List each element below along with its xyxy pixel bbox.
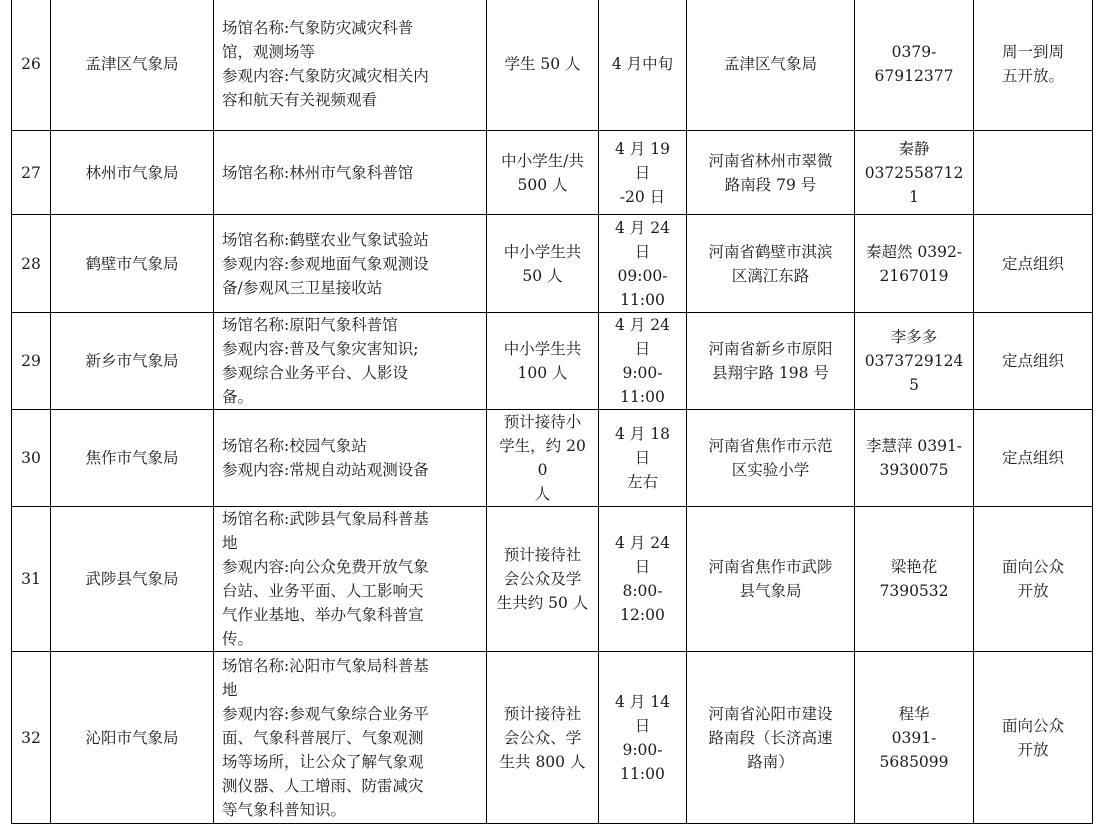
venue-content-line: 参观内容:参观地面气象观测设 [222,254,429,273]
note-line: 面向公众 [1001,716,1064,735]
unit-cell: 孟津区气象局 [51,0,214,131]
row-number-cell: 30 [12,410,51,507]
venue-content-line: 等气象科普知识。 [222,800,347,819]
note-cell [974,0,1093,131]
date-line: 4 月 24 日 [615,316,670,358]
audience-line: 中小学生共 [503,242,582,261]
audience-line: 学生 50 人 [504,54,581,73]
venue-content-line: 参观内容:常规自动站观测设备 [222,461,429,479]
address-line: 路南） [747,752,794,771]
audience-cell [487,215,599,313]
audience-line: 预计接待社 [503,704,582,723]
date-line: 11:00 [620,764,665,783]
venue-content-line: 场馆名称:校园气象站 [222,437,367,455]
table-row [12,0,1093,131]
venue-content-line: 备。 [222,388,254,406]
venue-content-cell [214,215,487,313]
address-line: 县气象局 [739,582,802,600]
row-number-cell: 27 [12,131,51,215]
date-cell [599,652,687,824]
venue-content-line: 测仪器、人工增雨、防雷减灾 [222,776,424,795]
date-line: 4 月 24 日 [615,218,670,261]
venue-content-cell [214,0,487,131]
note-cell [974,507,1093,652]
table-row [12,507,1093,652]
venue-content-cell [214,507,487,652]
row-number-cell: 31 [12,507,51,652]
row-number-cell: 28 [12,215,51,313]
venue-content-line: 场馆名称:原阳气象科普馆 [222,316,398,334]
note-line: 定点组织 [1001,254,1064,273]
address-cell [687,313,855,410]
table-row [12,410,1093,507]
note-line: 周一到周 [1001,42,1064,61]
note-line: 面向公众 [1001,558,1064,576]
unit-cell: 鹤壁市气象局 [51,215,214,313]
venue-content-cell [214,131,487,215]
audience-line: 生共约 50 人 [496,594,589,612]
address-line: 孟津区气象局 [723,54,817,73]
unit-cell: 林州市气象局 [51,131,214,215]
contact-line: 7390532 [879,582,949,600]
venue-content-line: 馆，观测场等 [222,42,316,61]
venue-content-line: 参观综合业务平台、人影设 [222,364,409,382]
table-row [12,131,1093,215]
note-line: 定点组织 [1001,449,1064,467]
address-line: 区漓江东路 [731,266,810,285]
venue-content-line: 场等场所，让公众了解气象观 [222,752,424,771]
address-cell [687,652,855,824]
contact-cell [855,507,974,652]
row-number-cell: 29 [12,313,51,410]
audience-cell [487,131,599,215]
venue-content-line: 台站、业务平面、人工影响天 [222,582,424,600]
note-line: 开放 [1017,740,1049,759]
address-cell [687,131,855,215]
venue-content-line: 场馆名称:鹤壁农业气象试验站 [222,230,429,249]
address-cell [687,507,855,652]
date-line: 4 月中旬 [611,54,674,73]
date-line: 左右 [626,473,658,491]
unit-cell: 武陟县气象局 [51,507,214,652]
contact-line: 0379- [891,42,937,61]
address-line: 河南省鹤壁市淇滨 [708,242,833,261]
venue-content-line: 参观内容:参观气象综合业务平 [222,704,429,723]
audience-line: 会公众、学 [503,728,582,747]
contact-line: 0391- [891,728,937,747]
date-cell [599,0,687,131]
unit-cell: 沁阳市气象局 [51,652,214,824]
audience-line: 学生，约 200 [499,437,586,479]
date-cell [599,215,687,313]
date-line: 4 月 18 日 [615,425,670,467]
date-line: 9:00- [622,740,663,759]
date-cell [599,313,687,410]
contact-line: 李慧萍 0391- [865,437,963,455]
note-line: 定点组织 [1001,352,1064,370]
contact-line: 李多多 [890,328,938,346]
address-line: 县翔宇路 198 号 [712,364,829,382]
date-cell [599,410,687,507]
contact-cell [855,215,974,313]
note-cell [974,652,1093,824]
audience-line: 中小学生共 [503,340,582,358]
audience-line: 中小学生/共 [501,151,584,170]
venue-content-line: 场馆名称:林州市气象科普馆 [222,163,414,182]
table-row [12,313,1093,410]
address-line: 区实验小学 [731,461,810,479]
date-line: 8:00- [622,582,663,600]
venue-content-line: 场馆名称:沁阳市气象局科普基 [222,656,429,675]
audience-line: 50 人 [522,266,563,285]
contact-line: 2167019 [879,266,949,285]
contact-cell [855,0,974,131]
note-line: 开放 [1017,582,1049,600]
venue-content-line: 参观内容:向公众免费开放气象 [222,558,429,576]
venue-content-line: 场馆名称:武陟县气象局科普基 [222,510,429,528]
row-number-cell: 32 [12,652,51,824]
unit-cell: 焦作市气象局 [51,410,214,507]
audience-cell [487,652,599,824]
date-line: 11:00 [620,290,665,309]
address-line: 河南省焦作市示范 [708,437,833,455]
contact-line: 3930075 [879,461,949,479]
audience-line: 预计接待社 [503,546,582,564]
table-row [12,215,1093,313]
audience-line: 500 人 [517,175,568,194]
note-cell [974,313,1093,410]
venue-content-line: 传。 [222,630,254,648]
address-cell [687,410,855,507]
contact-cell [855,410,974,507]
audience-line: 生共 800 人 [499,752,586,771]
date-line: 4 月 19 日 [615,139,670,182]
venue-content-cell [214,410,487,507]
contact-line: 秦静 [898,139,930,158]
venue-content-line: 场馆名称:气象防灾减灾科普 [222,18,414,37]
schedule-table [11,0,1093,824]
venue-content-line: 气作业基地、举办气象科普宣 [222,606,424,624]
venue-content-line: 参观内容:气象防灾减灾相关内 [222,66,429,85]
venue-content-cell [214,652,487,824]
date-line: 12:00 [620,606,665,624]
date-line: 9:00- [622,364,663,382]
contact-cell [855,313,974,410]
audience-cell [487,0,599,131]
audience-line: 会公众及学 [503,570,582,588]
contact-line: 5685099 [879,752,949,771]
audience-line: 人 [534,485,551,503]
date-cell [599,507,687,652]
address-line: 路南段（长济高速 [708,728,833,747]
row-number-cell: 26 [12,0,51,131]
address-line: 河南省林州市翠微 [708,151,833,170]
date-line: 11:00 [620,388,665,406]
venue-content-line: 容和航天有关视频观看 [222,90,378,109]
contact-line: 程华 [898,704,930,723]
note-cell [974,410,1093,507]
address-cell [687,215,855,313]
note-cell [974,131,1093,215]
audience-cell [487,410,599,507]
address-line: 河南省新乡市原阳 [708,340,833,358]
venue-content-line: 参观内容:普及气象灾害知识; [222,340,419,358]
date-cell [599,131,687,215]
contact-line: 梁艳花 [890,558,938,576]
date-line: 09:00- [617,266,668,285]
date-line: 4 月 14 日 [615,692,670,735]
audience-cell [487,313,599,410]
contact-cell [855,131,974,215]
contact-line: 秦超然 0392- [865,242,963,261]
table-body [12,0,1093,824]
address-line: 河南省焦作市武陟 [708,558,833,576]
contact-line: 03725587121 [864,163,964,206]
audience-line: 100 人 [517,364,568,382]
venue-content-line: 备/参观风三卫星接收站 [222,278,383,297]
table-row [12,652,1093,824]
address-cell [687,0,855,131]
contact-line: 03737291245 [864,352,964,394]
audience-line: 预计接待小 [503,413,582,431]
venue-content-cell [214,313,487,410]
audience-cell [487,507,599,652]
date-line: 4 月 24 日 [615,534,670,576]
address-line: 河南省沁阳市建设 [708,704,833,723]
note-cell [974,215,1093,313]
contact-line: 67912377 [874,66,954,85]
address-line: 路南段 79 号 [724,175,817,194]
contact-cell [855,652,974,824]
venue-content-line: 面、气象科普展厅、气象观测 [222,728,424,747]
unit-cell: 新乡市气象局 [51,313,214,410]
venue-content-line: 地 [222,534,238,552]
date-line: -20 日 [619,187,666,206]
venue-content-line: 地 [222,680,238,699]
note-line: 五开放。 [1001,66,1064,85]
